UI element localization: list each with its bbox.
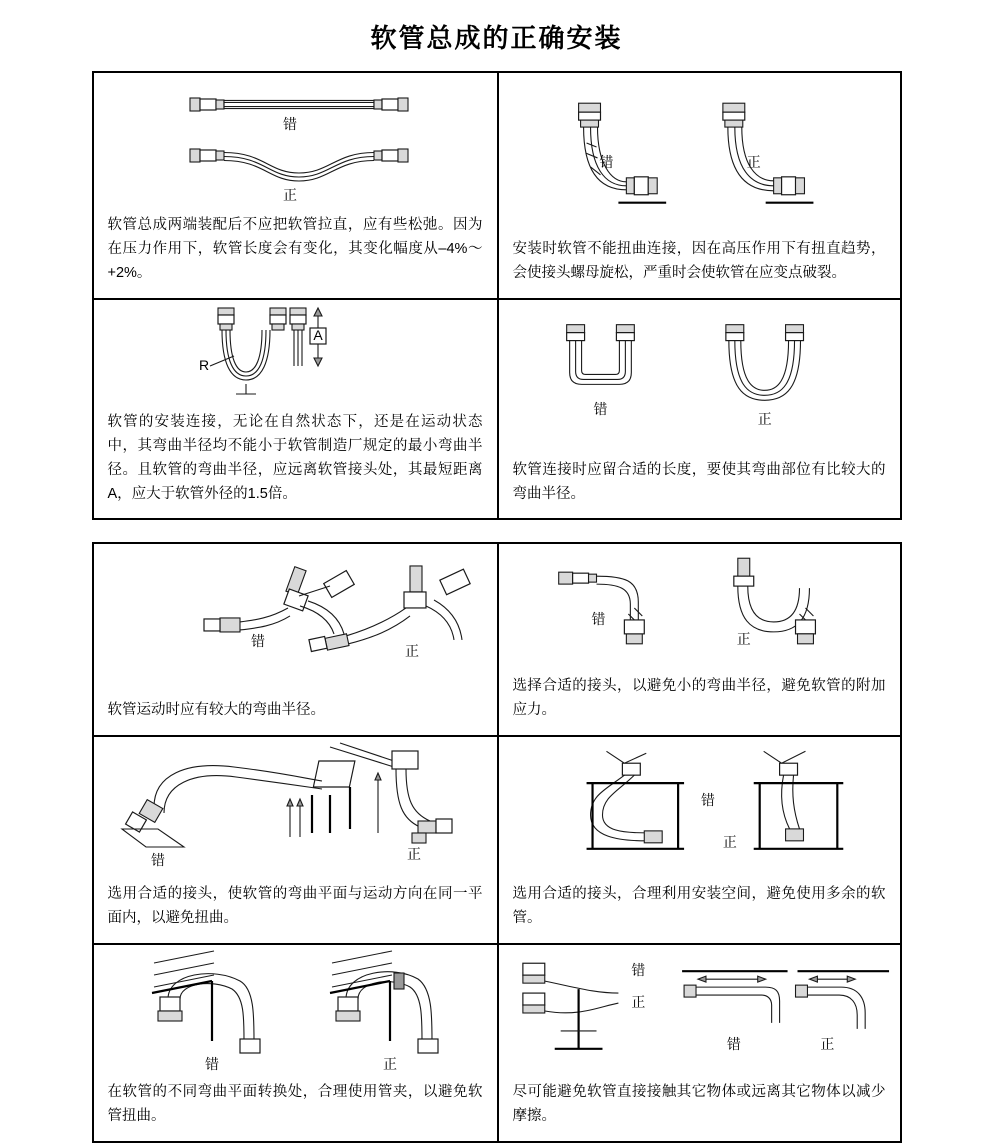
mark-right-5: 正 [736,631,751,648]
figure-moving-hose-large-radius [94,544,497,693]
mark-wrong-4: 错 [250,633,265,650]
mark-right-8: 正 [382,1056,397,1073]
figure-proper-fitting-selection [499,544,900,669]
mark-wrong-2: 错 [598,153,613,170]
mark-wrong-6: 错 [150,852,165,869]
caption-2-2: 软管连接时应留合适的长度，要使其弯曲部位有比较大的弯曲半径。 [512,461,886,502]
cell-proper-fitting-selection [497,544,900,735]
diagram-row-3 [94,544,900,735]
mark-right-7: 正 [722,834,737,851]
mark-right-1: 正 [282,187,297,203]
figure-length-allowance-bend [499,300,900,453]
mark-right-6: 正 [406,846,421,863]
cell-moving-hose-large-radius [94,544,497,735]
diagram-row-2 [94,298,900,519]
mark-wrong-7: 错 [700,792,715,809]
caption-5-2: 尽可能避免软管直接接触其它物体或远离其它物体以减少摩擦。 [512,1084,886,1125]
cell-length-allowance-bend [497,300,900,519]
caption-4-2: 选用合适的接头，合理利用安装空间，避免使用多余的软管。 [512,886,886,927]
mark-right-3: 正 [757,410,772,427]
cell-bend-plane-same-as-motion [94,737,497,943]
cell-use-space-avoid-excess-hose [497,737,900,943]
figure-clamp-at-plane-change [94,945,497,1075]
figure-avoid-contact-reduce-friction [499,945,900,1075]
cell-clamp-at-plane-change [94,945,497,1141]
figure-straight-vs-slack-hose [94,73,497,208]
caption-3-1: 软管运动时应有较大的弯曲半径。 [107,702,325,719]
mark-right-2: 正 [746,153,761,170]
caption-2-1: 软管的安装连接，无论在自然状态下，还是在运动状态中，其弯曲半径均不能小于软管制造厂规定的最小弯曲半径。且软管的弯曲半径，应远离软管接头处，其最短距离A，应大于软管外径的1.5倍。 [107,413,483,502]
page-title: 软管总成的正确安装 [370,23,623,53]
cell-avoid-contact-reduce-friction [497,945,900,1141]
caption-1-1: 软管总成两端装配后不应把软管拉直，应有些松弛。因为在压力作用下，软管长度会有变化，其变化幅度从–4%～+2%。 [107,217,483,281]
diagram-row-1 [94,73,900,298]
caption-5-1: 在软管的不同弯曲平面转换处，合理使用管夹，以避免软管扭曲。 [107,1084,483,1125]
mark-dim-a: A [312,326,323,343]
caption-4-1: 选用合适的接头，使软管的弯曲平面与运动方向在同一平面内，以避免扭曲。 [107,886,483,927]
figure-twisted-vs-untwisted-hose [499,73,900,232]
mark-right-10: 正 [819,1035,834,1052]
mark-right-9: 正 [630,994,645,1011]
mark-wrong-10: 错 [726,1035,741,1052]
mark-wrong-8: 错 [204,1056,219,1073]
diagram-block-1 [92,71,902,520]
mark-dim-r: R [198,356,209,373]
figure-bend-plane-same-as-motion [94,737,497,877]
cell-straight-vs-slack-hose [94,73,497,298]
diagram-block-2 [92,542,902,1143]
figure-use-space-avoid-excess-hose [499,737,900,877]
caption-3-2: 选择合适的接头，以避免小的弯曲半径，避免软管的附加应力。 [512,678,886,719]
cell-bend-radius-distance-a [94,300,497,519]
cell-twisted-vs-untwisted-hose [497,73,900,298]
mark-wrong-9: 错 [630,962,645,979]
caption-1-2: 安装时软管不能扭曲连接，因在高压作用下有扭直趋势，会使接头螺母旋松，严重时会使软管在应变点破裂。 [512,240,886,281]
diagram-row-4 [94,735,900,943]
mark-right-4: 正 [404,643,419,660]
figure-bend-radius-distance-a [94,300,497,405]
diagram-row-5 [94,943,900,1141]
mark-wrong-5: 错 [591,611,605,628]
mark-wrong-3: 错 [593,400,607,417]
mark-wrong-1: 错 [282,116,297,132]
